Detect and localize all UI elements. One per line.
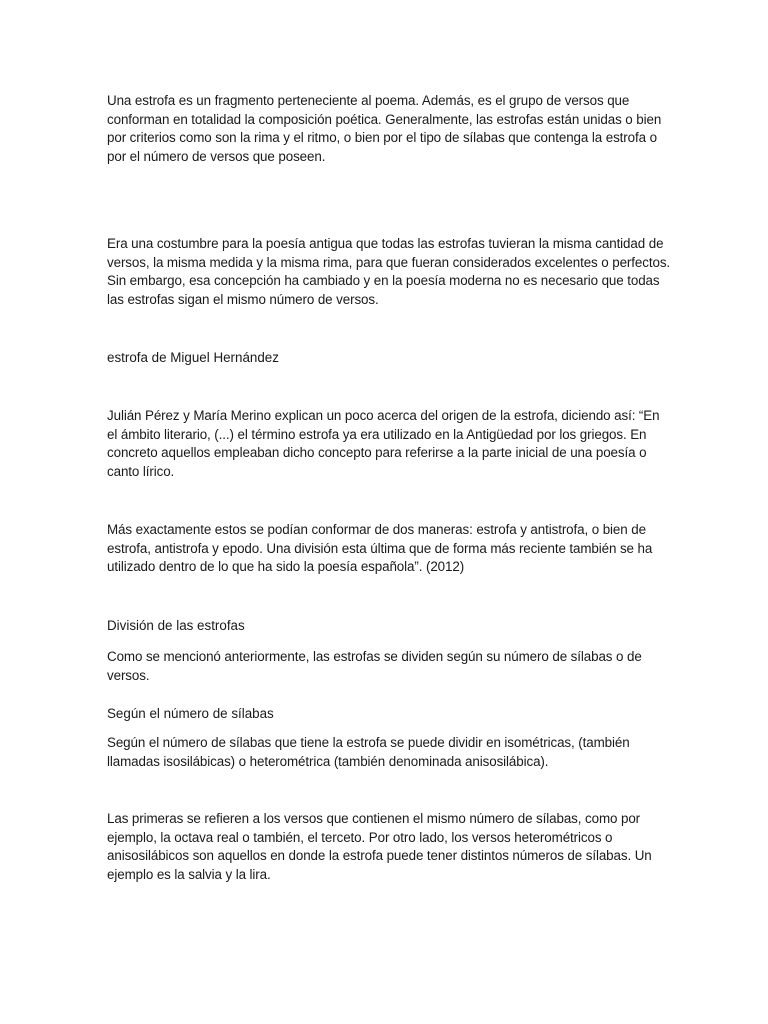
- heading-silabas: Según el número de sílabas: [107, 706, 274, 721]
- paragraph-origen: Julián Pérez y María Merino explican un poco acerca del origen de la estrofa, diciendo así: “En el ámbito literario, (...) el término estrofa ya era utilizado en la Antigüedad por los griegos. En concreto aquellos empleaban dicho concepto para referirse a la parte inicial de una poesía o canto lírico.: [107, 408, 660, 479]
- paragraph-division: Como se mencionó anteriormente, las estrofas se dividen según su número de sílabas o de versos.: [107, 649, 642, 683]
- paragraph-intro: Una estrofa es un fragmento perteneciente al poema. Además, es el grupo de versos que conforman en totalidad la composición poética. Generalmente, las estrofas están unidas o bien por criterios como son la rima y el ritmo, o bien por el tipo de sílabas que contenga la estrofa o por el número de versos que poseen.: [107, 93, 662, 164]
- paragraph-isometricas: Según el número de sílabas que tiene la estrofa se puede dividir en isométricas, (también llamadas isosilábicas) o heterométrica (también denominada anisosilábica).: [107, 735, 630, 769]
- paragraph-maneras: Más exactamente estos se podían conformar de dos maneras: estrofa y antistrofa, o bien de estrofa, antistrofa y epodo. Una división esta última que de forma más reciente también se ha utilizado dentro de lo que ha sido la poesía española”. (2012): [107, 522, 653, 575]
- heading-miguel-hernandez: estrofa de Miguel Hernández: [107, 350, 279, 365]
- heading-division: División de las estrofas: [107, 618, 245, 633]
- paragraph-antigua: Era una costumbre para la poesía antigua que todas las estrofas tuvieran la misma cantidad de versos, la misma medida y la misma rima, para que fueran considerados excelentes o perfectos. Sin embargo, esa concepción ha cambiado y en la poesía moderna no es necesario que todas las estrofas sigan el mismo número de versos.: [107, 236, 671, 307]
- paragraph-heterometricos: Las primeras se refieren a los versos que contienen el mismo número de sílabas, como por ejemplo, la octava real o también, el terceto. Por otro lado, los versos heterométricos o anisosilábicos son aquellos en donde la estrofa puede tener distintos números de sílabas. Un ejemplo es la salvia y la lira.: [107, 811, 652, 882]
